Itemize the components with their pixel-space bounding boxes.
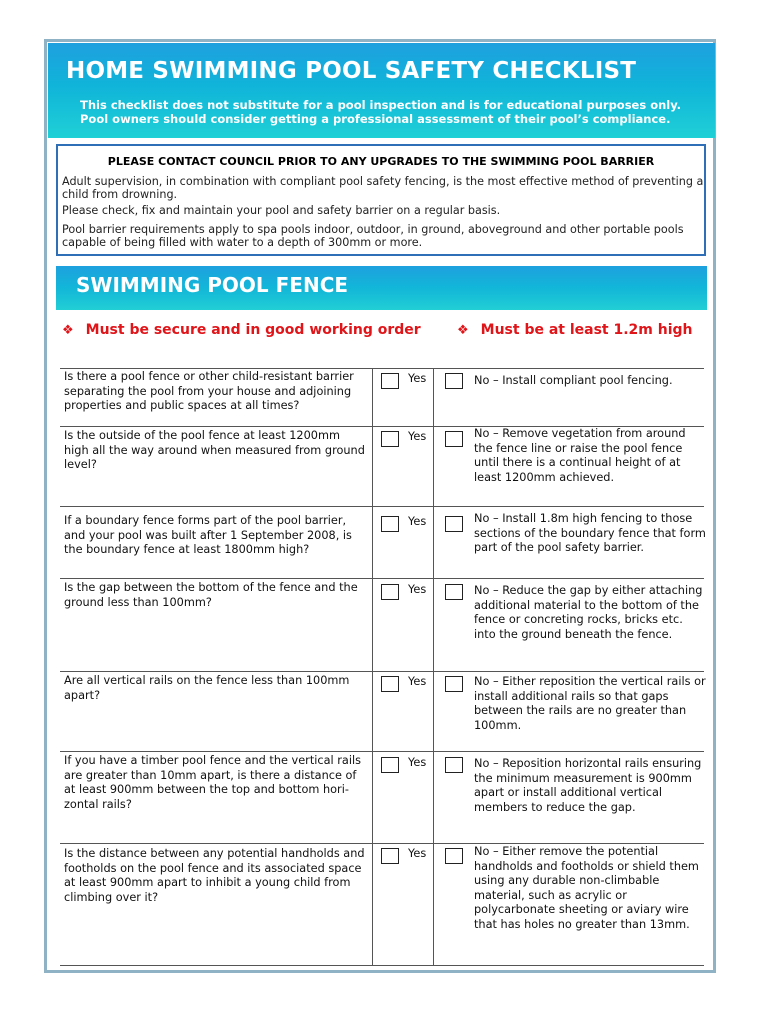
requirement-height (457, 322, 693, 338)
disclaimer-line-2: Pool owners should consider getting a professional assessment of their pool’s compliance. (80, 112, 671, 126)
row-divider (60, 751, 704, 752)
checklist-question: Is the outside of the pool fence at least 1200mm high all the way around when measured from ground level? (64, 429, 365, 472)
council-notice-box (56, 144, 706, 256)
no-action-text: No – Remove vegetation from around the fence line or raise the pool fence until there is a continual height of at least 1200mm achieved. (474, 427, 686, 484)
notice-paragraph-requirements: Pool barrier requirements apply to spa pools indoor, outdoor, in ground, aboveground and other portable pools capable of being filled with water to a depth of 300mm or more. (62, 223, 684, 249)
row-divider (60, 578, 704, 579)
section-title: SWIMMING POOL FENCE (76, 273, 349, 297)
checklist-question: Is there a pool fence or other child-resistant barrier separating the pool from your house and adjoining properties and public spaces at all times? (64, 370, 354, 413)
requirement-secure (62, 322, 421, 338)
checklist-question: Is the gap between the bottom of the fence and the ground less than 100mm? (64, 581, 358, 609)
notice-paragraph-maintain: Please check, fix and maintain your pool and safety barrier on a regular basis. (62, 204, 501, 217)
checklist-question: If you have a timber pool fence and the vertical rails are greater than 10mm apart, is there a distance of at least 900mm between the top and bottom hori-zontal rails? (64, 754, 361, 811)
yes-checkbox[interactable] (381, 584, 399, 600)
yes-label: Yes (408, 372, 427, 385)
header-disclaimer (80, 98, 710, 126)
checklist-question: Are all vertical rails on the fence less than 100mm apart? (64, 674, 350, 702)
yes-label: Yes (408, 583, 427, 596)
no-checkbox[interactable] (445, 431, 463, 447)
checklist-table (60, 368, 704, 966)
no-checkbox[interactable] (445, 516, 463, 532)
yes-checkbox[interactable] (381, 431, 399, 447)
column-divider (372, 368, 373, 966)
yes-label: Yes (408, 515, 427, 528)
no-action-text: No – Install 1.8m high fencing to those sections of the boundary fence that form part of the pool safety barrier. (474, 512, 706, 555)
no-action-text: No – Reduce the gap by either attaching additional material to the bottom of the fence or concreting rocks, bricks etc. into the ground beneath the fence. (474, 584, 703, 641)
column-divider (433, 368, 434, 966)
no-checkbox[interactable] (445, 848, 463, 864)
requirement-height-text: Must be at least 1.2m high (480, 322, 693, 338)
no-checkbox[interactable] (445, 757, 463, 773)
no-checkbox[interactable] (445, 676, 463, 692)
no-action-text: No – Either remove the potential handholds and footholds or shield them using any durable non-climbable material, such as acrylic or polycarbonate sheeting or aviary wire that has holes no greater than 13mm. (474, 845, 699, 931)
yes-checkbox[interactable] (381, 373, 399, 389)
yes-checkbox[interactable] (381, 848, 399, 864)
page-title: HOME SWIMMING POOL SAFETY CHECKLIST (66, 58, 637, 84)
no-action-text: No – Either reposition the vertical rails or install additional rails so that gaps between the rails are no greater than 100mm. (474, 675, 706, 732)
yes-checkbox[interactable] (381, 676, 399, 692)
yes-label: Yes (408, 756, 427, 769)
notice-heading: PLEASE CONTACT COUNCIL PRIOR TO ANY UPGRADES TO THE SWIMMING POOL BARRIER (107, 155, 655, 168)
yes-label: Yes (408, 847, 427, 860)
no-action-text: No – Install compliant pool fencing. (474, 374, 673, 387)
yes-label: Yes (408, 430, 427, 443)
checklist-question: If a boundary fence forms part of the pool barrier, and your pool was built after 1 September 2008, is the boundary fence at least 1800mm high? (64, 514, 352, 557)
row-divider (60, 368, 704, 369)
notice-paragraph-supervision: Adult supervision, in combination with compliant pool safety fencing, is the most effective method of preventing a child from drowning. (62, 175, 704, 201)
no-checkbox[interactable] (445, 584, 463, 600)
no-action-text: No – Reposition horizontal rails ensuring the minimum measurement is 900mm apart or install additional vertical members to reduce the gap. (474, 757, 702, 814)
row-divider (60, 843, 704, 844)
checklist-question: Is the distance between any potential handholds and footholds on the pool fence and its associated space at least 900mm apart to inhibit a young child from climbing over it? (64, 847, 365, 904)
row-divider (60, 965, 704, 966)
bullet-diamond-icon: ❖ (62, 323, 74, 338)
disclaimer-line-1: This checklist does not substitute for a pool inspection and is for educational purposes only. (80, 98, 682, 112)
yes-checkbox[interactable] (381, 757, 399, 773)
yes-label: Yes (408, 675, 427, 688)
no-checkbox[interactable] (445, 373, 463, 389)
yes-checkbox[interactable] (381, 516, 399, 532)
row-divider (60, 671, 704, 672)
row-divider (60, 506, 704, 507)
bullet-diamond-icon: ❖ (457, 323, 469, 338)
requirement-secure-text: Must be secure and in good working order (85, 322, 421, 338)
